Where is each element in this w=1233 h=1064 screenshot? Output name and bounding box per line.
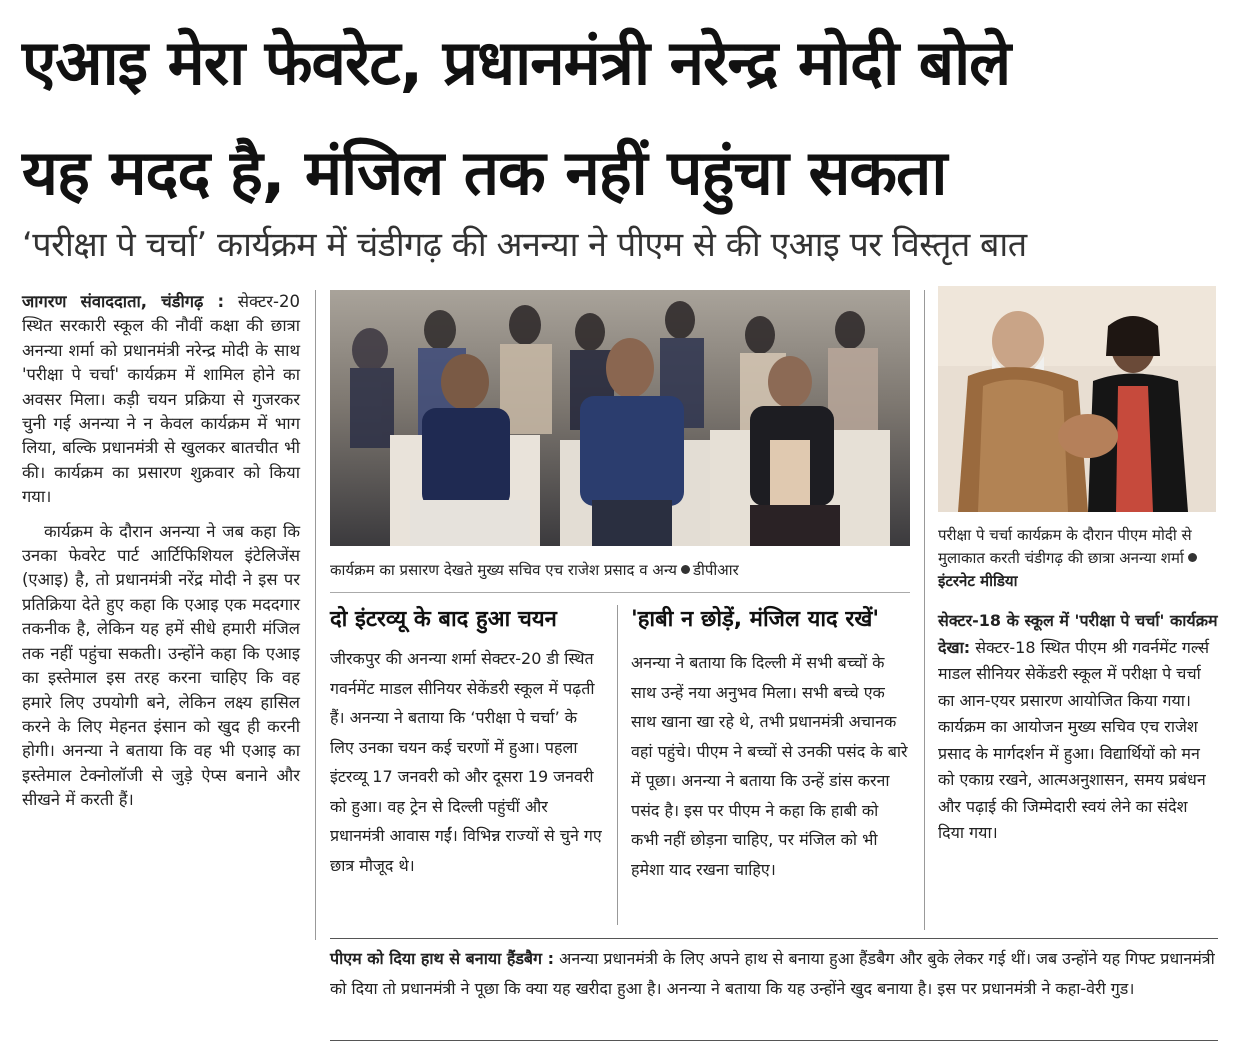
section-selection-body: जीरकपुर की अनन्या शर्मा सेक्टर-20 डी स्थित गवर्नमेंट माडल सीनियर सेकेंडरी स्कूल में पढ़ती हैं। अनन्या ने बताया कि ‘परीक्षा पे चर्चा’ के लिए उनका चयन कई चरणों में हुआ। पहला इंटरव्यू 17 जनवरी को और दूसरा 19 जनवरी को हुआ। वह ट्रेन से दिल्ली पहुंचीं और प्रधानमंत्री आवास गईं। विभिन्न राज्यों से चुने गए छात्र मौजूद थे। (330, 649, 602, 875)
bullet-dot-icon (681, 565, 690, 574)
section-sector18 (938, 608, 1218, 847)
headline-line-1: एआइ मेरा फेवरेट, प्रधानमंत्री नरेन्द्र मोदी बोले (22, 26, 1011, 99)
section-hobby-body: अनन्या ने बताया कि दिल्ली में सभी बच्चों के साथ उन्हें नया अनुभव मिला। सभी बच्चे एक साथ खाना खा रहे थे, तभी प्रधानमंत्री अचानक वहां पहुंचे। पीएम ने बच्चों से उनकी पसंद के बारे में पूछा। अनन्या ने बताया कि उन्हें डांस करना पसंद है। इस पर पीएम ने कहा कि हाबी को कभी नहीं छोड़ना चाहिए, पर मंजिल को भी हमेशा याद रखना चाहिए। (631, 653, 908, 879)
byline: जागरण संवाददाता, चंडीगढ़ : (22, 292, 225, 311)
section-sector18-heading: सेक्टर-18 के स्कूल में 'परीक्षा पे चर्चा' कार्यक्रम देखा: (938, 611, 1218, 657)
caption-divider (330, 592, 910, 593)
column-divider-3 (924, 290, 925, 930)
photo-officials-caption (330, 559, 910, 582)
photo1-credit: डीपीआर (692, 561, 739, 579)
photo-pm-caption (938, 524, 1220, 593)
section-selection-heading: दो इंटरव्यू के बाद हुआ चयन (330, 607, 557, 632)
column-divider-2 (617, 605, 618, 925)
column-divider (315, 290, 316, 940)
section-handbag (330, 944, 1215, 1004)
photo-pm-meeting (938, 286, 1216, 512)
photo-officials-image (330, 290, 910, 546)
left-para-2: कार्यक्रम के दौरान अनन्या ने जब कहा कि उनका फेवरेट पार्ट आर्टिफिशियल इंटेलिजेंस (एआइ) है, तो प्रधानमंत्री नरेंद्र मोदी ने इस पर प्रतिक्रिया देते हुए कहा कि एआइ एक मददगार तकनीक है, लेकिन यह हमें सीधे हमारी मंजिल तक नहीं पहुंचा सकती। उन्होंने कहा कि एआइ का इस्तेमाल इस तरह करना चाहिए कि वह हमारे लिए उपयोगी बने, लेकिन लक्ष्य हासिल करने के लिए मेहनत इंसान को खुद ही करनी होगी। अनन्या ने बताया कि वह भी एआइ का इस्तेमाल टेक्नोलॉजी से जुड़े ऐप्स बनाने और सीखने में करती हैं। (22, 521, 300, 810)
subheadline: ‘परीक्षा पे चर्चा’ कार्यक्रम में चंडीगढ़ की अनन्या ने पीएम से की एआइ पर विस्तृत बात (22, 225, 1027, 265)
section-handbag-heading: पीएम को दिया हाथ से बनाया हैंडबैग : (330, 949, 554, 968)
left-para-1-text: सेक्टर-20 स्थित सरकारी स्कूल की नौवीं कक्षा की छात्रा अनन्या शर्मा को प्रधानमंत्री नरेन्द्र मोदी के साथ 'परीक्षा पे चर्चा' कार्यक्रम में शामिल होने का अवसर मिला। कड़ी चयन प्रक्रिया से गुजरकर चुनी गई अनन्या ने न केवल कार्यक्रम में भाग लिया, बल्कि प्रधानमंत्री से खुलकर बातचीत भी की। कार्यक्रम का प्रसारण शुक्रवार को किया गया। (22, 292, 300, 507)
left-column (22, 290, 300, 813)
left-para-1 (22, 290, 300, 510)
section-sector18-body: सेक्टर-18 स्थित पीएम श्री गवर्नमेंट गर्ल्स माडल सीनियर सेकेंडरी स्कूल में परीक्षा पे चर्चा का आन-एयर प्रसारण आयोजित किया गया। कार्यक्रम का आयोजन मुख्य सचिव एच राजेश प्रसाद के मार्गदर्शन में हुआ। विद्यार्थियों को मन को एकाग्र रखने, आत्मअनुशासन, समय प्रबंधन और पढ़ाई की जिम्मेदारी स्वयं लेने का संदेश दिया गया। (938, 637, 1210, 842)
section-handbag-body: अनन्या प्रधानमंत्री के लिए अपने हाथ से बनाया हुआ हैंडबैग और बुके लेकर गई थीं। जब उन्होंने यह गिफ्ट प्रधानमंत्री को दिया तो प्रधानमंत्री ने पूछा कि क्या यह खरीदा हुआ है। अनन्या ने बताया कि यह उन्होंने खुद बनाया है। इस पर प्रधानमंत्री ने कहा-वेरी गुड। (330, 949, 1215, 998)
section-hobby-heading: 'हाबी न छोड़ें, मंजिल याद रखें' (631, 607, 880, 632)
headline-line-2: यह मदद है, मंजिल तक नहीं पहुंचा सकता (22, 136, 947, 209)
bottom-box-top-rule (330, 938, 1218, 939)
photo1-caption-text: कार्यक्रम का प्रसारण देखते मुख्य सचिव एच राजेश प्रसाद व अन्य (330, 561, 677, 579)
bullet-dot-icon (1188, 553, 1197, 562)
photo2-credit: इंटरनेट मीडिया (938, 572, 1018, 590)
bottom-box-bottom-rule (330, 1040, 1218, 1041)
photo-pm-meeting-image (938, 286, 1216, 512)
photo2-caption-text: परीक्षा पे चर्चा कार्यक्रम के दौरान पीएम मोदी से मुलाकात करती चंडीगढ़ की छात्रा अनन्या शर्मा (938, 526, 1192, 567)
photo-officials-watching (330, 290, 910, 546)
